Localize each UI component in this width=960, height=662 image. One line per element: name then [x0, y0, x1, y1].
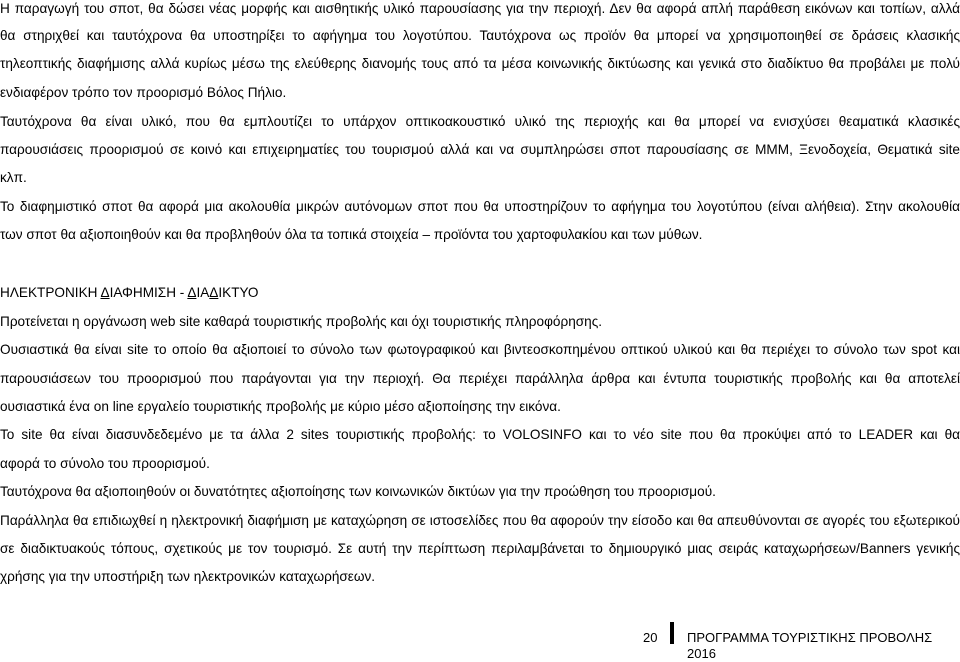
text-line: Προτείνεται η οργάνωση web site καθαρά τουριστικής προβολής και όχι τουριστικής πληροφόρησης. [0, 314, 603, 329]
text-line: Ταυτόχρονα θα είναι υλικό, που θα εμπλουτίζει το υπάρχον οπτικοακουστικό υλικό της περιοχής και θα μπορεί να ενισχύσει θεαματικά κλασικές [0, 114, 960, 129]
text-line: χρήσης για την υποστήριξη των ηλεκτρονικών καταχωρήσεων. [0, 569, 376, 584]
heading-part: ΗΛΕΚΤΡΟΝΙΚΗ [0, 285, 101, 300]
heading-part: ΙΚΤΥΟ [218, 285, 259, 300]
page-footer [0, 630, 960, 661]
text-line: Το διαφημιστικό σποτ θα αφορά μια ακολουθία μικρών αυτόνομων σποτ που θα υποστηρίζουν το αφήγημα του λογοτύπου (είναι αλήθεια). Στην ακολουθία [0, 199, 960, 214]
heading-part: ΙΑ [196, 285, 210, 300]
heading-part: ΙΑΦΗΜΙΣΗ - [109, 285, 188, 300]
text-line: σε διαδικτυακούς τόπους, σχετικούς με τον τουρισμό. Σε αυτή την περίπτωση περιλαμβάνεται το δημιουργικό μιας σειράς καταχωρήσεων/Banners γενικής [0, 541, 960, 556]
heading-part: Δ [209, 285, 219, 300]
text-line: Ουσιαστικά θα είναι site το οποίο θα αξιοποιεί το σύνολο των φωτογραφικού και βιντεοσκοπημένου οπτικού υλικού και θα περιέχει το σύνολο των spot και [0, 342, 960, 357]
text-line: θα στηριχθεί και ταυτόχρονα θα υποστηρίξει το αφήγημα του λογοτύπου. Ταυτόχρονα ως προϊόν θα μπορεί να χρησιμοποιηθεί σε δράσεις κλασικής [0, 28, 960, 43]
text-line: των σποτ θα αξιοποιηθούν και θα προβληθούν όλα τα τοπικά στοιχεία – προϊόντα του χαρτοφυλακίου και των μύθων. [0, 227, 703, 242]
heading-part: Δ [187, 285, 197, 300]
section-heading [0, 284, 960, 302]
footer-title: ΠΡΟΓΡΑΜΜΑ ΤΟΥΡΙΣΤΙΚΗΣ ΠΡΟΒΟΛΗΣ 2016 [687, 630, 933, 661]
page-number: 20 [643, 630, 658, 645]
text-line: τηλεοπτικής διαφήμισης αλλά κυρίως μέσω της ελεύθερης διανομής τους από τα μέσα κοινωνικής δικτύωσης και γενικά στο διαδίκτυο θα προβάλει με πολύ [0, 56, 960, 71]
text-line: Η παραγωγή του σποτ, θα δώσει νέας μορφής και αισθητικής υλικό παρουσίασης για την περιοχή. Δεν θα αφορά απλή παράθεση εικόνων και τοπίων, αλλά [0, 1, 960, 16]
text-line: παρουσιάσεις προορισμού σε κοινό και επιχειρηματίες του τουρισμού αλλά και να συμπληρώσει σποτ παρουσίασης σε ΜΜΜ, Ξενοδοχεία, Θεματικά site [0, 142, 960, 157]
heading-part: Δ [100, 285, 110, 300]
text-line: Το site θα είναι διασυνδεδεμένο με τα άλλα 2 sites τουριστικής προβολής: το VOLOSINFO και το νέο site που θα προκύψει από το LEADER και θα [0, 427, 960, 442]
text-line: αφορά το σύνολο του προορισμού. [0, 456, 210, 471]
text-line: ενδιαφέρον τρόπο τον προορισμό Βόλος Πήλιο. [0, 85, 287, 100]
text-line: παρουσιάσεων του προορισμού που παράγονται για την περιοχή. Θα περιέχει παράλληλα άρθρα και έντυπα τουριστικής προβολής και θα αποτελεί [0, 371, 960, 386]
text-line: Ταυτόχρονα θα αξιοποιηθούν οι δυνατότητες αξιοποίησης των κοινωνικών δικτύων για την προώθηση του προορισμού. [0, 484, 716, 499]
text-line: κλπ. [0, 170, 27, 185]
text-line: Παράλληλα θα επιδιωχθεί η ηλεκτρονική διαφήμιση με καταχώρηση σε ιστοσελίδες που θα αφορούν την είσοδο και θα απευθύνονται σε αγορές του εξωτερικού [0, 513, 960, 528]
footer-divider [670, 622, 674, 644]
text-line: ουσιαστικά ένα on line εργαλείο τουριστικής προβολής με κύριο μέσο αξιοποίησης την εικόνα. [0, 399, 561, 414]
